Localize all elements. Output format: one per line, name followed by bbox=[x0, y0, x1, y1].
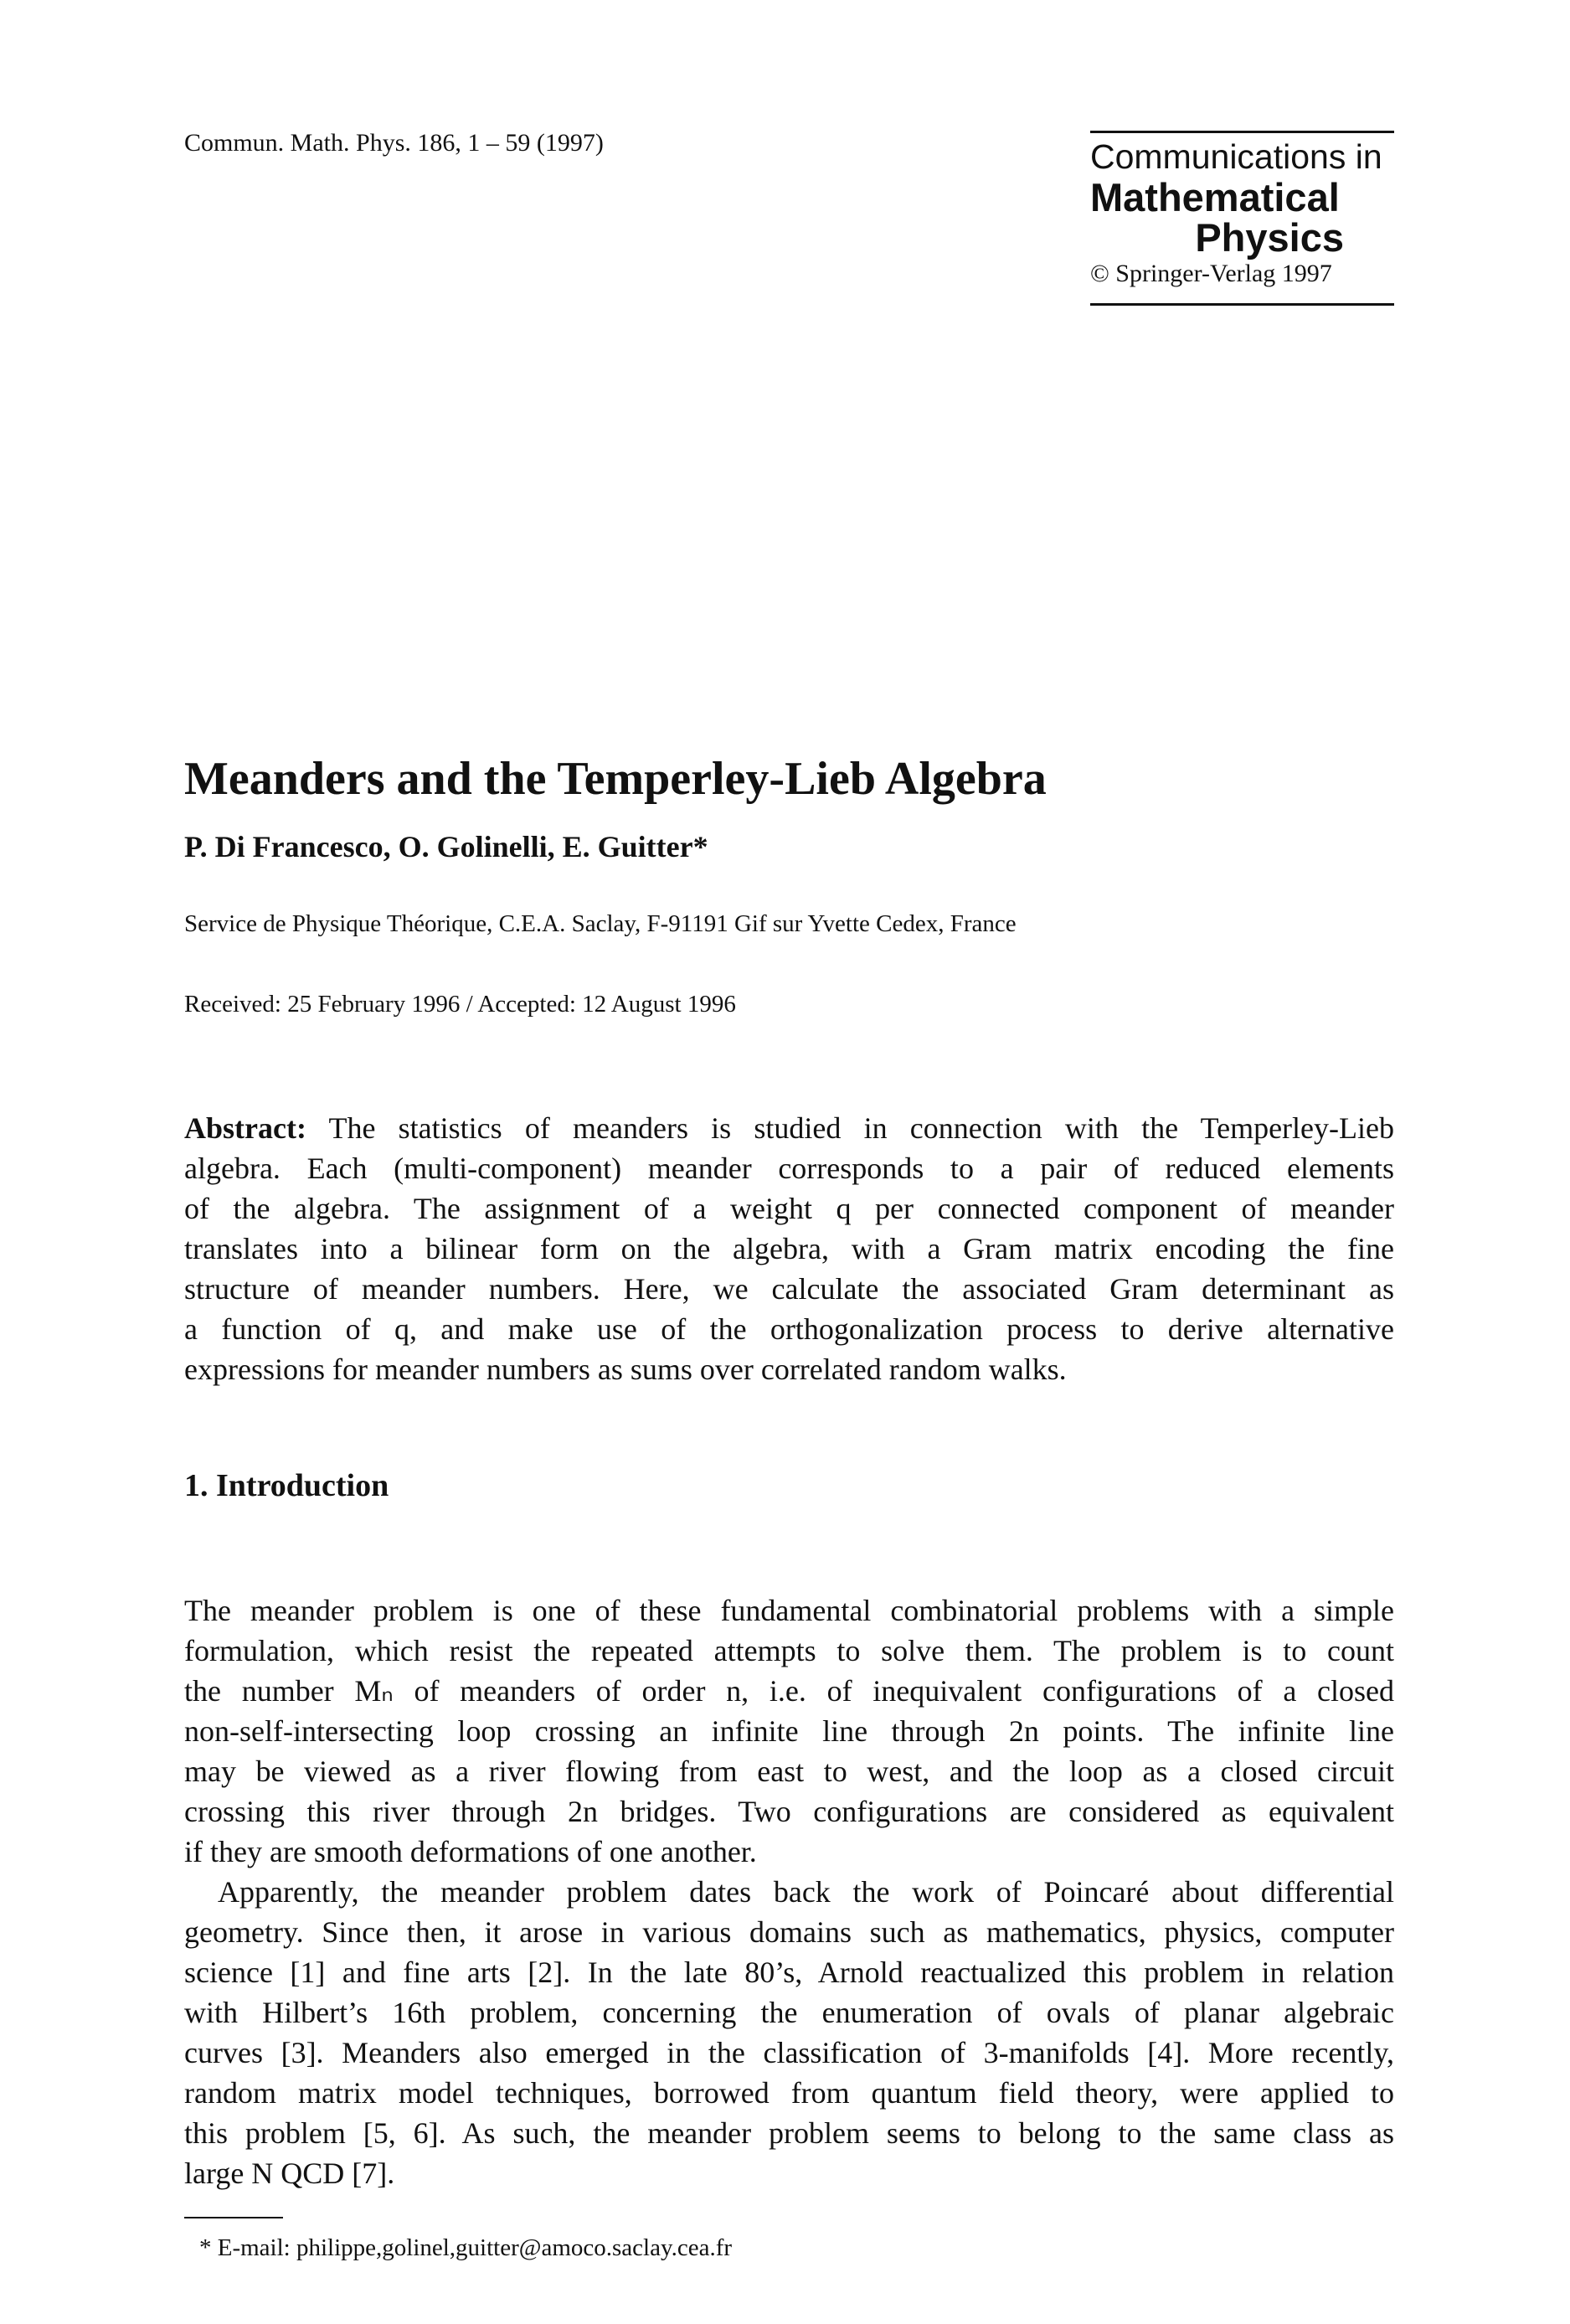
affiliation: Service de Physique Théorique, C.E.A. Saclay, F-91191 Gif sur Yvette Cedex, France bbox=[184, 910, 1017, 937]
section-heading: 1. Introduction bbox=[184, 1468, 389, 1503]
paper-title: Meanders and the Temperley-Lieb Algebra bbox=[184, 753, 1047, 805]
body-line: may be viewed as a river flowing from east to west, and the loop as a closed circuit bbox=[184, 1755, 1394, 1788]
footnote-rule bbox=[184, 2217, 283, 2218]
masthead-bottom-rule bbox=[1090, 303, 1394, 306]
authors: P. Di Francesco, O. Golinelli, E. Guitter* bbox=[184, 830, 708, 863]
body-line: if they are smooth deformations of one another. bbox=[184, 1835, 757, 1868]
abstract bbox=[184, 1108, 1394, 1389]
abstract-text: The statistics of meanders is studied in connection with the Temperley-Lieb bbox=[306, 1111, 1394, 1145]
abstract-line: structure of meander numbers. Here, we calculate the associated Gram determinant as bbox=[184, 1272, 1394, 1306]
abstract-line bbox=[184, 1108, 1394, 1148]
masthead-line-2: Mathematical bbox=[1090, 175, 1340, 219]
abstract-line: a function of q, and make use of the orthogonalization process to derive alternative bbox=[184, 1312, 1394, 1346]
body-line: geometry. Since then, it arose in various domains such as mathematics, physics, computer bbox=[184, 1915, 1394, 1949]
body-line: curves [3]. Meanders also emerged in the classification of 3-manifolds [4]. More recently, bbox=[184, 2036, 1394, 2069]
journal-reference: Commun. Math. Phys. 186, 1 – 59 (1997) bbox=[184, 129, 604, 157]
footnote: * E-mail: philippe,golinel,guitter@amoco.saclay.cea.fr bbox=[199, 2234, 733, 2261]
masthead-top-rule bbox=[1090, 131, 1394, 133]
body-line: with Hilbert’s 16th problem, concerning the enumeration of ovals of planar algebraic bbox=[184, 1996, 1394, 2029]
body-line: random matrix model techniques, borrowed from quantum field theory, were applied to bbox=[184, 2076, 1394, 2110]
masthead-line-3: Physics bbox=[1195, 215, 1344, 260]
body-line: The meander problem is one of these fundamental combinatorial problems with a simple bbox=[184, 1594, 1394, 1627]
masthead-line-1: Communications in bbox=[1090, 137, 1382, 176]
body-line: science [1] and fine arts [2]. In the late 80’s, Arnold reactualized this problem in relation bbox=[184, 1956, 1394, 1989]
body-line: Apparently, the meander problem dates back the work of Poincaré about differential bbox=[218, 1875, 1394, 1909]
abstract-label: Abstract: bbox=[184, 1111, 306, 1145]
abstract-line: of the algebra. The assignment of a weight q per connected component of meander bbox=[184, 1192, 1394, 1225]
body-line: formulation, which resist the repeated attempts to solve them. The problem is to count bbox=[184, 1634, 1394, 1667]
abstract-line: algebra. Each (multi-component) meander corresponds to a pair of reduced elements bbox=[184, 1152, 1394, 1185]
received-dates: Received: 25 February 1996 / Accepted: 12 August 1996 bbox=[184, 991, 736, 1018]
body-line: this problem [5, 6]. As such, the meander problem seems to belong to the same class as bbox=[184, 2116, 1394, 2150]
introduction-body bbox=[184, 1590, 1394, 2193]
body-line: crossing this river through 2n bridges. Two configurations are considered as equivalent bbox=[184, 1795, 1394, 1828]
body-line: large N QCD [7]. bbox=[184, 2157, 395, 2190]
abstract-line: expressions for meander numbers as sums over correlated random walks. bbox=[184, 1353, 1067, 1386]
abstract-line: translates into a bilinear form on the algebra, with a Gram matrix encoding the fine bbox=[184, 1232, 1394, 1265]
body-line: non-self-intersecting loop crossing an infinite line through 2n points. The infinite line bbox=[184, 1714, 1394, 1748]
masthead-copyright: © Springer-Verlag 1997 bbox=[1090, 260, 1332, 287]
body-line: the number Mₙ of meanders of order n, i.e. of inequivalent configurations of a closed bbox=[184, 1674, 1394, 1708]
